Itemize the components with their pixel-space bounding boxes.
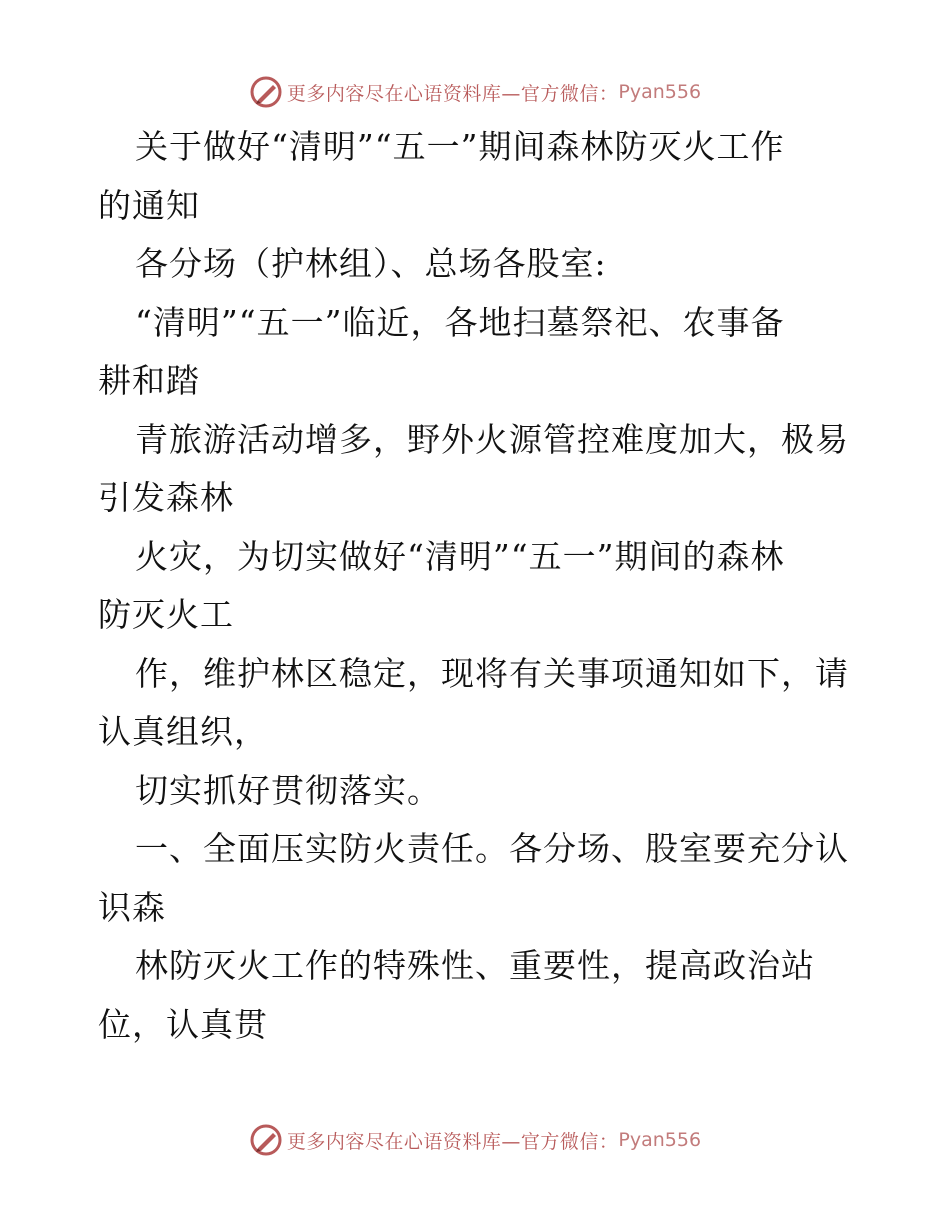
banner-wechat-id: Pyan556 [618, 81, 702, 103]
text-line: 防灭火工 [98, 595, 234, 634]
text-line: 青旅游活动增多，野外火源管控难度加大，极易 [135, 419, 849, 459]
banner-wechat-id: Pyan556 [618, 1129, 702, 1151]
text-line: 引发森林 [98, 478, 234, 517]
text-line: 耕和踏 [98, 361, 200, 400]
text-line: 的通知 [98, 185, 200, 225]
text-line: 切实抓好贯彻落实。 [135, 770, 441, 810]
banner-text: 更多内容尽在心语资料库—官方微信： [286, 82, 619, 105]
document-body [98, 118, 858, 1054]
text-line: 林防灭火工作的特殊性、重要性，提高政治站 [135, 946, 815, 985]
text-line: 一、全面压实防火责任。各分场、股室要充分认 [135, 829, 849, 868]
text-line: “清明”“五一”临近，各地扫墓祭祀、农事备 [135, 302, 785, 342]
text-line: 认真组织， [98, 712, 268, 751]
text-line: 火灾，为切实做好“清明”“五一”期间的森林 [135, 536, 785, 576]
pen-seal-logo-icon [249, 1123, 283, 1157]
text-line: 各分场（护林组）、总场各股室: [135, 244, 607, 283]
text-line: 识森 [98, 887, 166, 927]
footer-banner [0, 1120, 950, 1160]
text-line: 关于做好“清明”“五一”期间森林防灭火工作 [135, 127, 785, 166]
text-line: 位，认真贯 [98, 1004, 268, 1044]
banner-text: 更多内容尽在心语资料库—官方微信： [286, 1130, 619, 1153]
pen-seal-logo-icon [249, 75, 283, 109]
header-banner [0, 72, 950, 112]
text-line: 作，维护林区稳定，现将有关事项通知如下，请 [135, 653, 849, 693]
